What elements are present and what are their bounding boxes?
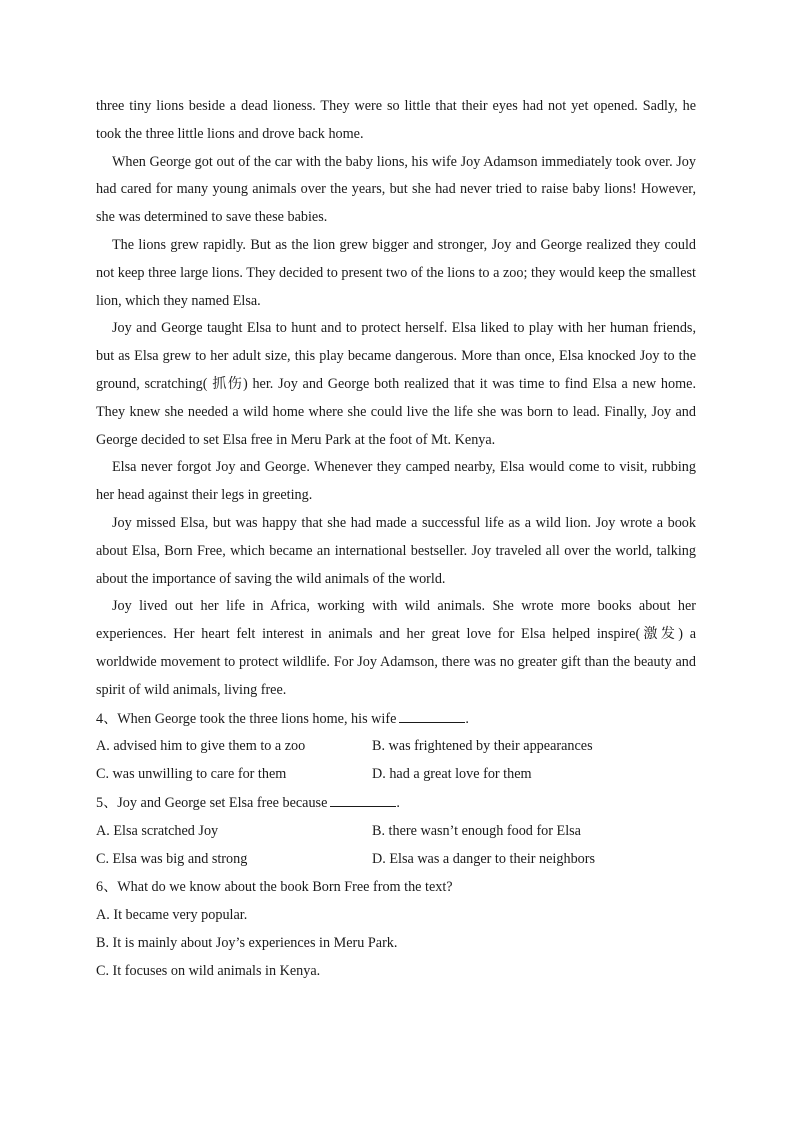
- document-content: [96, 93, 696, 986]
- option-b: B. was frightened by their appearances: [372, 738, 593, 755]
- option-b: B. there wasn’t enough food for Elsa: [372, 822, 581, 839]
- option-b: B. It is mainly about Joy’s experiences in Meru Park.: [96, 934, 398, 951]
- answer-blank: [399, 708, 465, 723]
- passage-paragraph: Joy and George taught Elsa to hunt and to protect herself. Elsa liked to play with her human friends, but as Elsa grew to her adult size, this play became dangerous. More than once, Elsa knocked Joy to the ground, scratching( 抓伤) her. Joy and George both realized that it was time to find Elsa a new home. They knew she needed a wild home where she could live the life she was born to lead. Finally, Joy and George decided to set Elsa free in Meru Park at the foot of Mt. Kenya.: [96, 320, 696, 448]
- question-4-options-row: [96, 733, 696, 761]
- question-text: 5、Joy and George set Elsa free because: [96, 794, 328, 811]
- option-a: A. advised him to give them to a zoo: [96, 738, 306, 755]
- option-c: C. was unwilling to care for them: [96, 766, 287, 783]
- question-5-stem: [96, 790, 696, 818]
- answer-blank: [330, 792, 396, 807]
- question-5-options-row: [96, 818, 696, 846]
- question-end: .: [396, 794, 400, 811]
- question-end: .: [465, 710, 469, 727]
- passage-paragraph: Joy missed Elsa, but was happy that she had made a successful life as a wild lion. Joy wrote a book about Elsa, Born Free, which became an international bestseller. Joy traveled all over the world, talking about the importance of saving the wild animals of the world.: [96, 514, 696, 587]
- passage-paragraph: three tiny lions beside a dead lioness. They were so little that their eyes had not yet opened. Sadly, he took the three little lions and drove back home.: [96, 98, 696, 142]
- question-4-stem: [96, 706, 696, 734]
- passage-paragraph: Joy lived out her life in Africa, working with wild animals. She wrote more books about her experiences. Her heart felt interest in animals and her great love for Elsa helped inspire(激发) a worldwide movement to protect wildlife. For Joy Adamson, there was no greater gift than the beauty and spirit of wild animals, living free.: [96, 598, 696, 698]
- option-c: C. Elsa was big and strong: [96, 850, 248, 867]
- question-4-options-row: [96, 761, 696, 789]
- passage-paragraph: The lions grew rapidly. But as the lion grew bigger and stronger, Joy and George realized they could not keep three large lions. They decided to present two of the lions to a zoo; they would keep the smallest lion, which they named Elsa.: [96, 236, 696, 309]
- option-c: C. It focuses on wild animals in Kenya.: [96, 962, 321, 979]
- passage-paragraph: When George got out of the car with the baby lions, his wife Joy Adamson immediately took over. Joy had cared for many young animals over the years, but she had never tried to raise baby lions! However, she was determined to save these babies.: [96, 153, 696, 226]
- question-text: 6、What do we know about the book Born Free from the text?: [96, 879, 453, 896]
- question-text: 4、When George took the three lions home, his wife: [96, 710, 397, 727]
- option-d: D. had a great love for them: [372, 766, 532, 783]
- option-d: D. Elsa was a danger to their neighbors: [372, 850, 595, 867]
- option-a: A. Elsa scratched Joy: [96, 822, 219, 839]
- option-a: A. It became very popular.: [96, 907, 248, 924]
- question-5-options-row: [96, 846, 696, 874]
- passage-paragraph: Elsa never forgot Joy and George. Whenever they camped nearby, Elsa would come to visit, rubbing her head against their legs in greeting.: [96, 459, 696, 504]
- question-6-stem: [96, 874, 696, 902]
